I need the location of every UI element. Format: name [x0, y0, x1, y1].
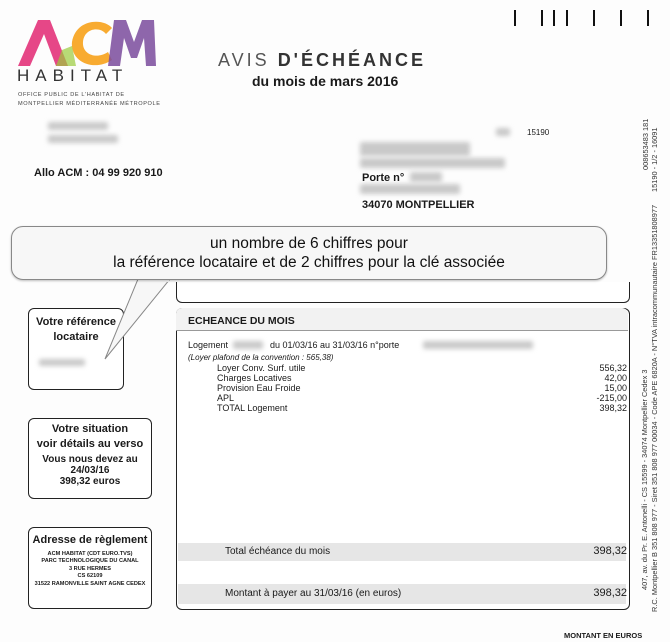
contact-phone: Allo ACM : 04 99 920 910 — [34, 167, 163, 179]
redacted-sender-2 — [48, 135, 118, 143]
page-title: AVIS D'ÉCHÉANCE — [218, 50, 426, 70]
total-value: 398,32 — [593, 545, 627, 557]
recipient-ref-code: 15190 — [527, 128, 550, 137]
item-label: Provision Eau Froide — [217, 383, 301, 393]
montant-en-euros: MONTANT EN EUROS — [564, 631, 643, 640]
page-subtitle: du mois de mars 2016 — [252, 73, 399, 89]
situation-due-date: 24/03/16 — [70, 465, 110, 476]
recipient-city: 34070 MONTPELLIER — [362, 199, 475, 211]
vertical-legal-1: 407, av. du Pr. E. Antonelli - CS 15599 - 34074 Montpellier Cedex 3 — [640, 369, 649, 590]
payment-line-1: ACM HABITAT (CDT EURO.TVS) — [47, 551, 133, 557]
reference-title-2: locataire — [53, 331, 99, 343]
item-label: TOTAL Logement — [217, 403, 288, 413]
acm-logo-letters — [16, 16, 156, 70]
item-label: APL — [217, 393, 235, 403]
porte-label: Porte n° — [362, 172, 405, 184]
annotation-callout — [11, 226, 607, 280]
total-label: Total échéance du mois — [225, 546, 331, 557]
logement-period: du 01/03/16 au 31/03/16 n°porte — [270, 340, 400, 350]
callout-line-2: la référence locataire et de 2 chiffres pour la clé associée — [113, 254, 505, 271]
situation-title: Votre situation — [51, 423, 129, 435]
pay-value: 398,32 — [593, 587, 627, 599]
loyer-plafond: (Loyer plafond de la convention : 565,38) — [188, 353, 334, 362]
redacted-name — [360, 142, 470, 156]
item-label: Charges Locatives — [217, 373, 292, 383]
payment-line-4: CS 62109 — [77, 573, 103, 580]
echeance-header: ECHEANCE DU MOIS — [188, 315, 295, 327]
redacted-porte-number — [423, 341, 533, 349]
logo-c-shape — [72, 22, 112, 65]
callout-pointer — [100, 279, 190, 361]
redacted-street — [360, 184, 460, 194]
callout-line-1: un nombre de 6 chiffres pour — [210, 235, 408, 252]
payment-address-box — [28, 527, 152, 609]
item-amount: -215,00 — [596, 393, 627, 403]
item-label: Loyer Conv. Surf. utile — [217, 363, 306, 373]
logo-brand: HABITAT — [17, 66, 129, 85]
logo-subtitle-1: OFFICE PUBLIC DE L'HABITAT DE — [18, 92, 125, 98]
upper-panel — [176, 282, 630, 303]
item-amount: 398,32 — [599, 403, 627, 413]
reference-title-1: Votre référence — [36, 316, 116, 328]
redacted-ref-top — [496, 128, 510, 136]
situation-box — [28, 418, 152, 499]
pay-label: Montant à payer au 31/03/16 (en euros) — [225, 588, 402, 599]
logo-subtitle-2: MONTPELLIER MÉDITERRANÉE MÉTROPOLE — [18, 101, 161, 107]
vertical-codes: 008653483 181 — [641, 118, 650, 170]
payment-title: Adresse de règlement — [32, 534, 148, 546]
redacted-porte — [410, 172, 442, 182]
item-amount: 556,32 — [599, 363, 627, 373]
redacted-reference — [39, 359, 85, 366]
redacted-sender-1 — [48, 122, 108, 130]
situation-subtitle: voir détails au verso — [36, 438, 144, 450]
situation-due-label: Vous nous devez au — [42, 454, 138, 465]
vertical-legal-2: R.C. Montpellier B 351 808 977 - Siret 351 808 977 00034 - Code APE 6820A - N°TVA intracommunautaire FR13351808977 — [650, 204, 659, 612]
redacted-logement-id — [233, 341, 263, 349]
logement-prefix: Logement — [188, 340, 229, 350]
redacted-line — [360, 158, 505, 168]
item-amount: 15,00 — [604, 383, 627, 393]
payment-line-5: 31522 RAMONVILLE SAINT AGNE CEDEX — [34, 580, 146, 587]
vertical-codes-2: 15190 - 1/2 - 16091 — [650, 127, 659, 192]
situation-due-amount: 398,32 euros — [59, 476, 121, 487]
logo-m-shape — [108, 20, 156, 66]
payment-line-2: PARC TECHNOLOGIQUE DU CANAL — [41, 558, 139, 565]
payment-line-3: 3 RUE HERMES — [69, 565, 111, 572]
item-amount: 42,00 — [604, 373, 627, 383]
